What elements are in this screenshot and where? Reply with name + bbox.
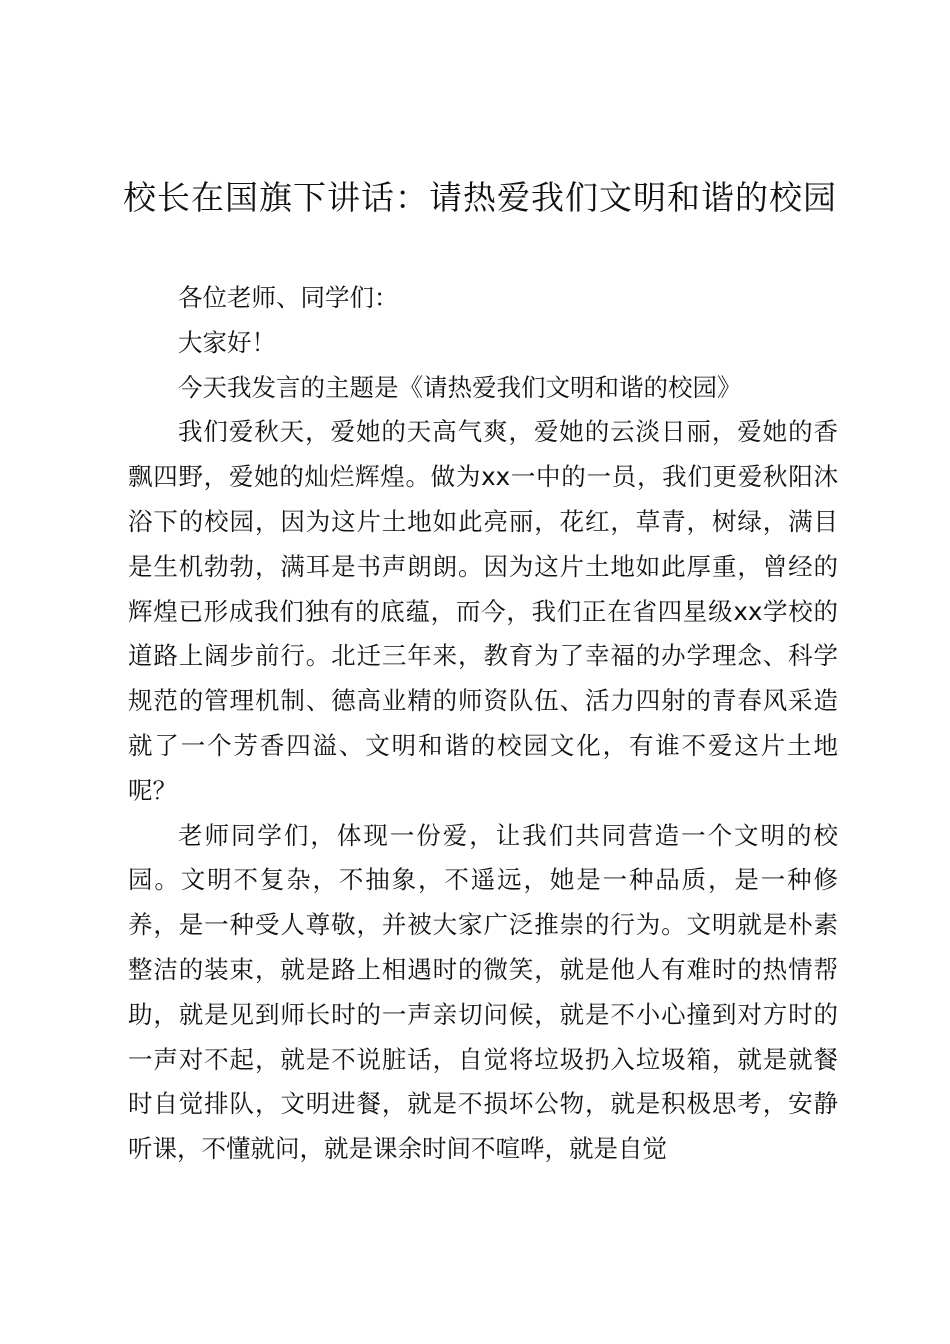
document-body (128, 276, 838, 1172)
body-paragraph: 老师同学们，体现一份爱，让我们共同营造一个文明的校园。文明不复杂，不抽象，不遥远，她是一种品质，是一种修养，是一种受人尊敬，并被大家广泛推崇的行为。文明就是朴素整洁的装束，就是路上相遇时的微笑，就是他人有难时的热情帮助，就是见到师长时的一声亲切问候，就是不小心撞到对方时的一声对不起，就是不说脏话，自觉将垃圾扔入垃圾箱，就是就餐时自觉排队，文明进餐，就是不损坏公物，就是积极思考，安静听课，不懂就问，就是课余时间不喧哗，就是自觉 (128, 820, 838, 1164)
document-title: 校长在国旗下讲话：请热爱我们文明和谐的校园 (123, 178, 837, 217)
body-paragraph: 我们爱秋天，爱她的天高气爽，爱她的云淡日丽，爱她的香飘四野，爱她的灿烂辉煌。做为xx一中的一员，我们更爱秋阳沐浴下的校园，因为这片土地如此亮丽，花红，草青，树绿，满目是生机勃勃，满耳是书声朗朗。因为这片土地如此厚重，曾经的辉煌已形成我们独有的底蕴，而今，我们正在省四星级xx学校的道路上阔步前行。北迁三年来，教育为了幸福的办学理念、科学规范的管理机制、德高业精的师资队伍、活力四射的青春风采造就了一个芳香四溢、文明和谐的校园文化，有谁不爱这片土地呢？ (128, 417, 838, 805)
salutation-paragraph: 各位老师、同学们： (178, 283, 399, 312)
topic-paragraph: 今天我发言的主题是《请热爱我们文明和谐的校园》 (178, 372, 742, 402)
greeting-paragraph: 大家好！ (178, 327, 276, 357)
